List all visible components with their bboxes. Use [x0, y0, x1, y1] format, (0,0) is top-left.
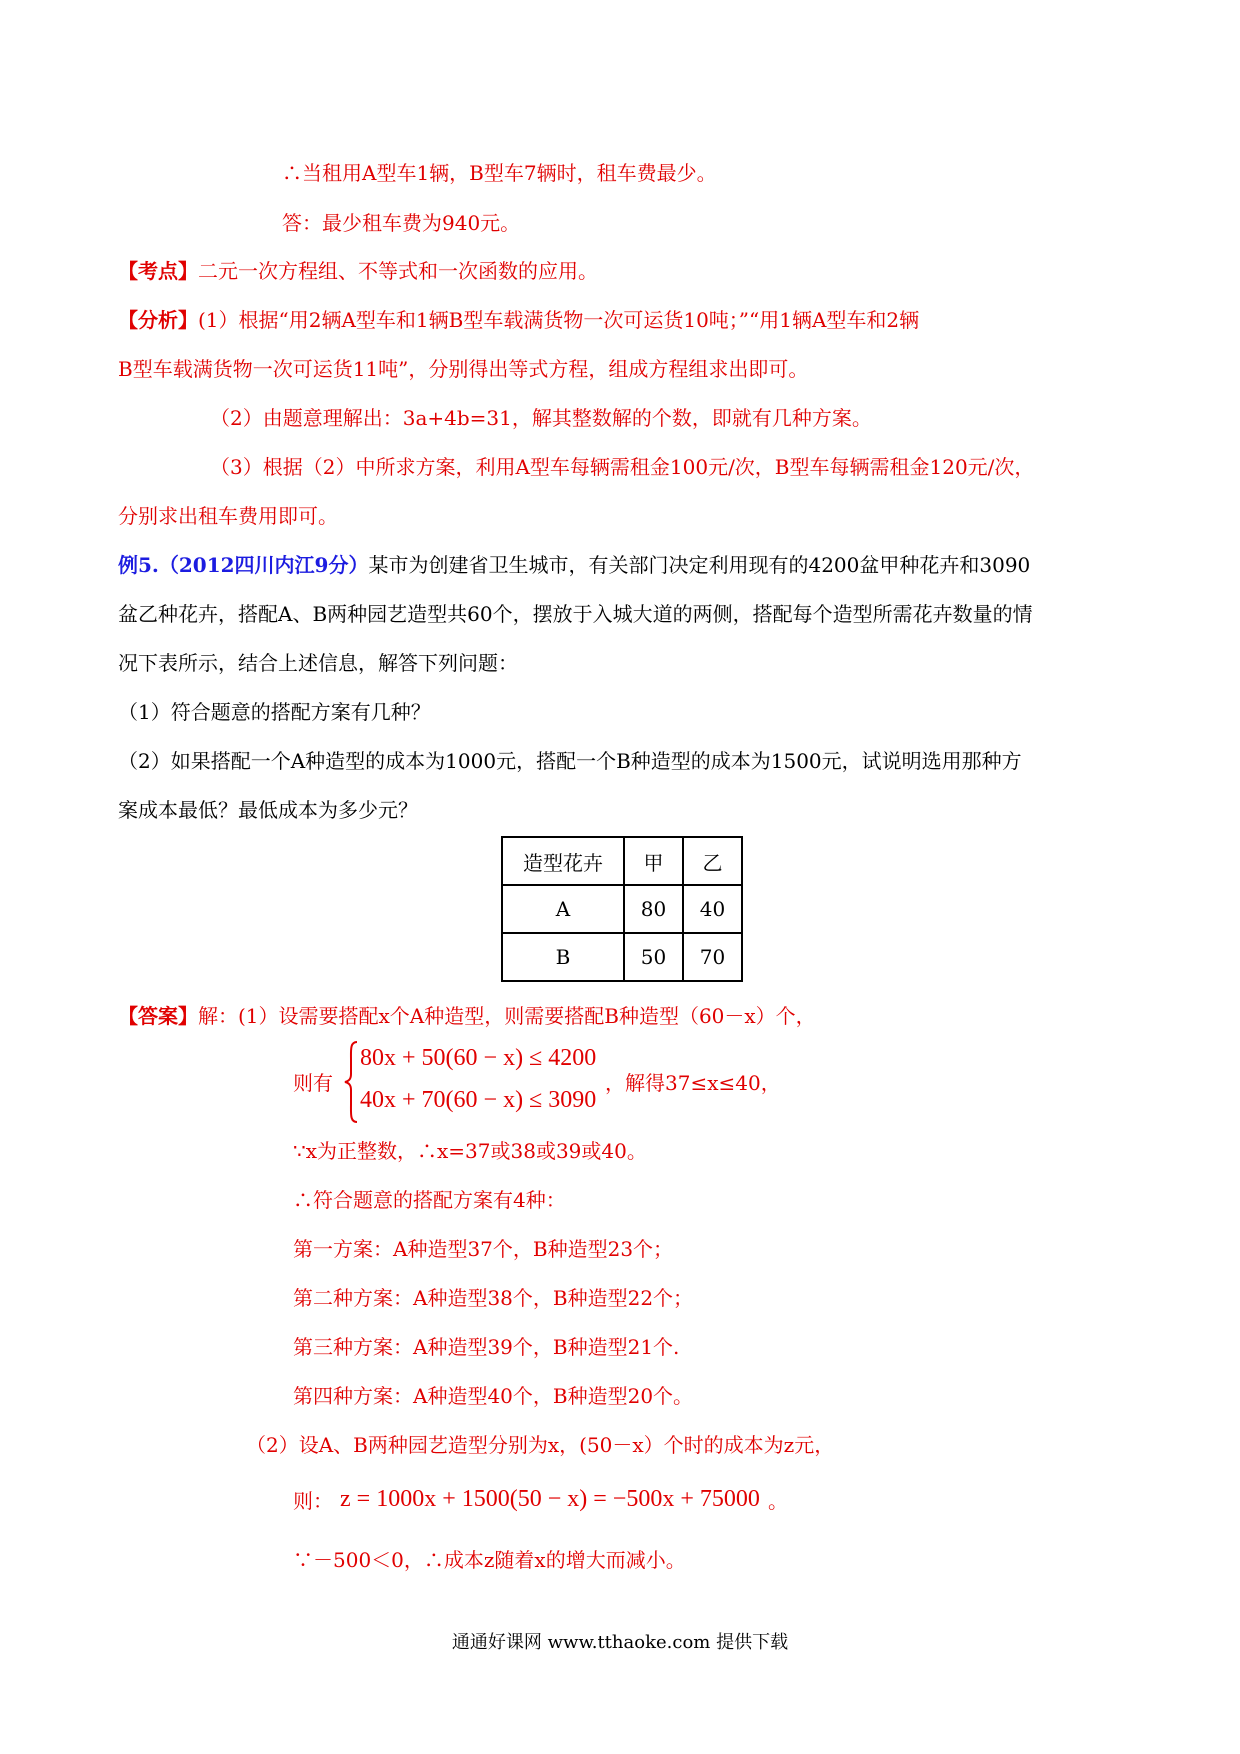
answer-last: ∵－500＜0，∴成本z随着x的增大而减小。: [293, 1548, 686, 1572]
question-2b: 案成本最低？最低成本为多少元？: [118, 798, 418, 822]
answer-solve: ，解得37≤x≤40，: [605, 1071, 781, 1095]
cost-equation: z = 1000x + 1500(50 − x) = −500x + 75000: [340, 1486, 760, 1512]
flower-table: [501, 836, 743, 982]
answer-integer: ∵x为正整数，∴x=37或38或39或40。: [293, 1139, 647, 1163]
plan-3: 第三种方案：A种造型39个，B种造型21个.: [293, 1335, 680, 1359]
plan-2: 第二种方案：A种造型38个，B种造型22个；: [293, 1286, 694, 1310]
answer-line-2: 答：最少租车费为940元。: [282, 211, 521, 235]
table-row: [502, 933, 742, 981]
page-footer: 通通好课网 www.tthaoke.com 提供下载: [451, 1632, 789, 1653]
answer-then: 则有: [293, 1071, 333, 1095]
kaodian-text: 二元一次方程组、不等式和一次函数的应用。: [198, 259, 598, 283]
answer-part-2: （2）设A、B两种园艺造型分别为x，(50－x）个时的成本为z元，: [246, 1433, 835, 1457]
plan-4: 第四种方案：A种造型40个，B种造型20个。: [293, 1384, 694, 1408]
table-cell: 40: [683, 885, 742, 933]
example-label: 例5.: [118, 553, 159, 577]
answer-tag: 【答案】: [118, 1004, 198, 1028]
inequality-1: 80x + 50(60 − x) ≤ 4200: [360, 1045, 597, 1071]
kaodian-tag: 【考点】: [118, 259, 198, 283]
fenxi-line-3b: 分别求出租车费用即可。: [118, 504, 338, 528]
fenxi-line-2: （2）由题意理解出：3a+4b=31，解其整数解的个数，即就有几种方案。: [210, 406, 872, 430]
example-source: （2012四川内江9分）: [158, 553, 369, 577]
example-line-3: 况下表所示，结合上述信息，解答下列问题：: [118, 651, 518, 675]
table-cell: A: [502, 885, 624, 933]
cost-eq-prefix: 则：: [293, 1489, 333, 1513]
cost-eq-end: 。: [768, 1489, 788, 1513]
fenxi-line-1b: B型车载满货物一次可运货11吨”，分别得出等式方程，组成方程组求出即可。: [118, 357, 809, 381]
answer-count: ∴符合题意的搭配方案有4种：: [293, 1188, 566, 1212]
table-header-cell: 甲: [624, 837, 683, 885]
table-header-cell: 造型花卉: [502, 837, 624, 885]
fenxi-text-1a: (1）根据“用2辆A型车和1辆B型车载满货物一次可运货10吨；”“用1辆A型车和2辆: [198, 308, 920, 332]
inequality-2: 40x + 70(60 − x) ≤ 3090: [360, 1087, 597, 1113]
fenxi-line-3a: （3）根据（2）中所求方案，利用A型车每辆需租金100元/次，B型车每辆需租金120元/次，: [210, 455, 1035, 479]
table-cell: 50: [624, 933, 683, 981]
example-line-1: [118, 552, 1030, 578]
table-cell: B: [502, 933, 624, 981]
table-header-cell: 乙: [683, 837, 742, 885]
fenxi-tag: 【分析】: [118, 308, 198, 332]
example-text-1: 某市为创建省卫生城市，有关部门决定利用现有的4200盆甲种花卉和3090: [368, 553, 1031, 577]
example-line-2: 盆乙种花卉，搭配A、B两种园艺造型共60个，摆放于入城大道的两侧，搭配每个造型所需花卉数量的情: [118, 602, 1033, 626]
table-cell: 80: [624, 885, 683, 933]
brace-icon: [344, 1040, 358, 1124]
table-cell: 70: [683, 933, 742, 981]
answer-line: [118, 1003, 816, 1029]
table-row: [502, 885, 742, 933]
fenxi-line-1: [118, 307, 919, 333]
answer-line-1: ∴当租用A型车1辆，B型车7辆时，租车费最少。: [282, 161, 717, 185]
question-2a: （2）如果搭配一个A种造型的成本为1000元，搭配一个B种造型的成本为1500元，试说明选用那种方: [118, 749, 1022, 773]
plan-1: 第一方案：A种造型37个，B种造型23个；: [293, 1237, 674, 1261]
question-1: （1）符合题意的搭配方案有几种？: [118, 700, 431, 724]
answer-text-1: 解：(1）设需要搭配x个A种造型，则需要搭配B种造型（60－x）个，: [198, 1004, 816, 1028]
table-header-row: [502, 837, 742, 885]
kaodian-line: [118, 258, 598, 284]
